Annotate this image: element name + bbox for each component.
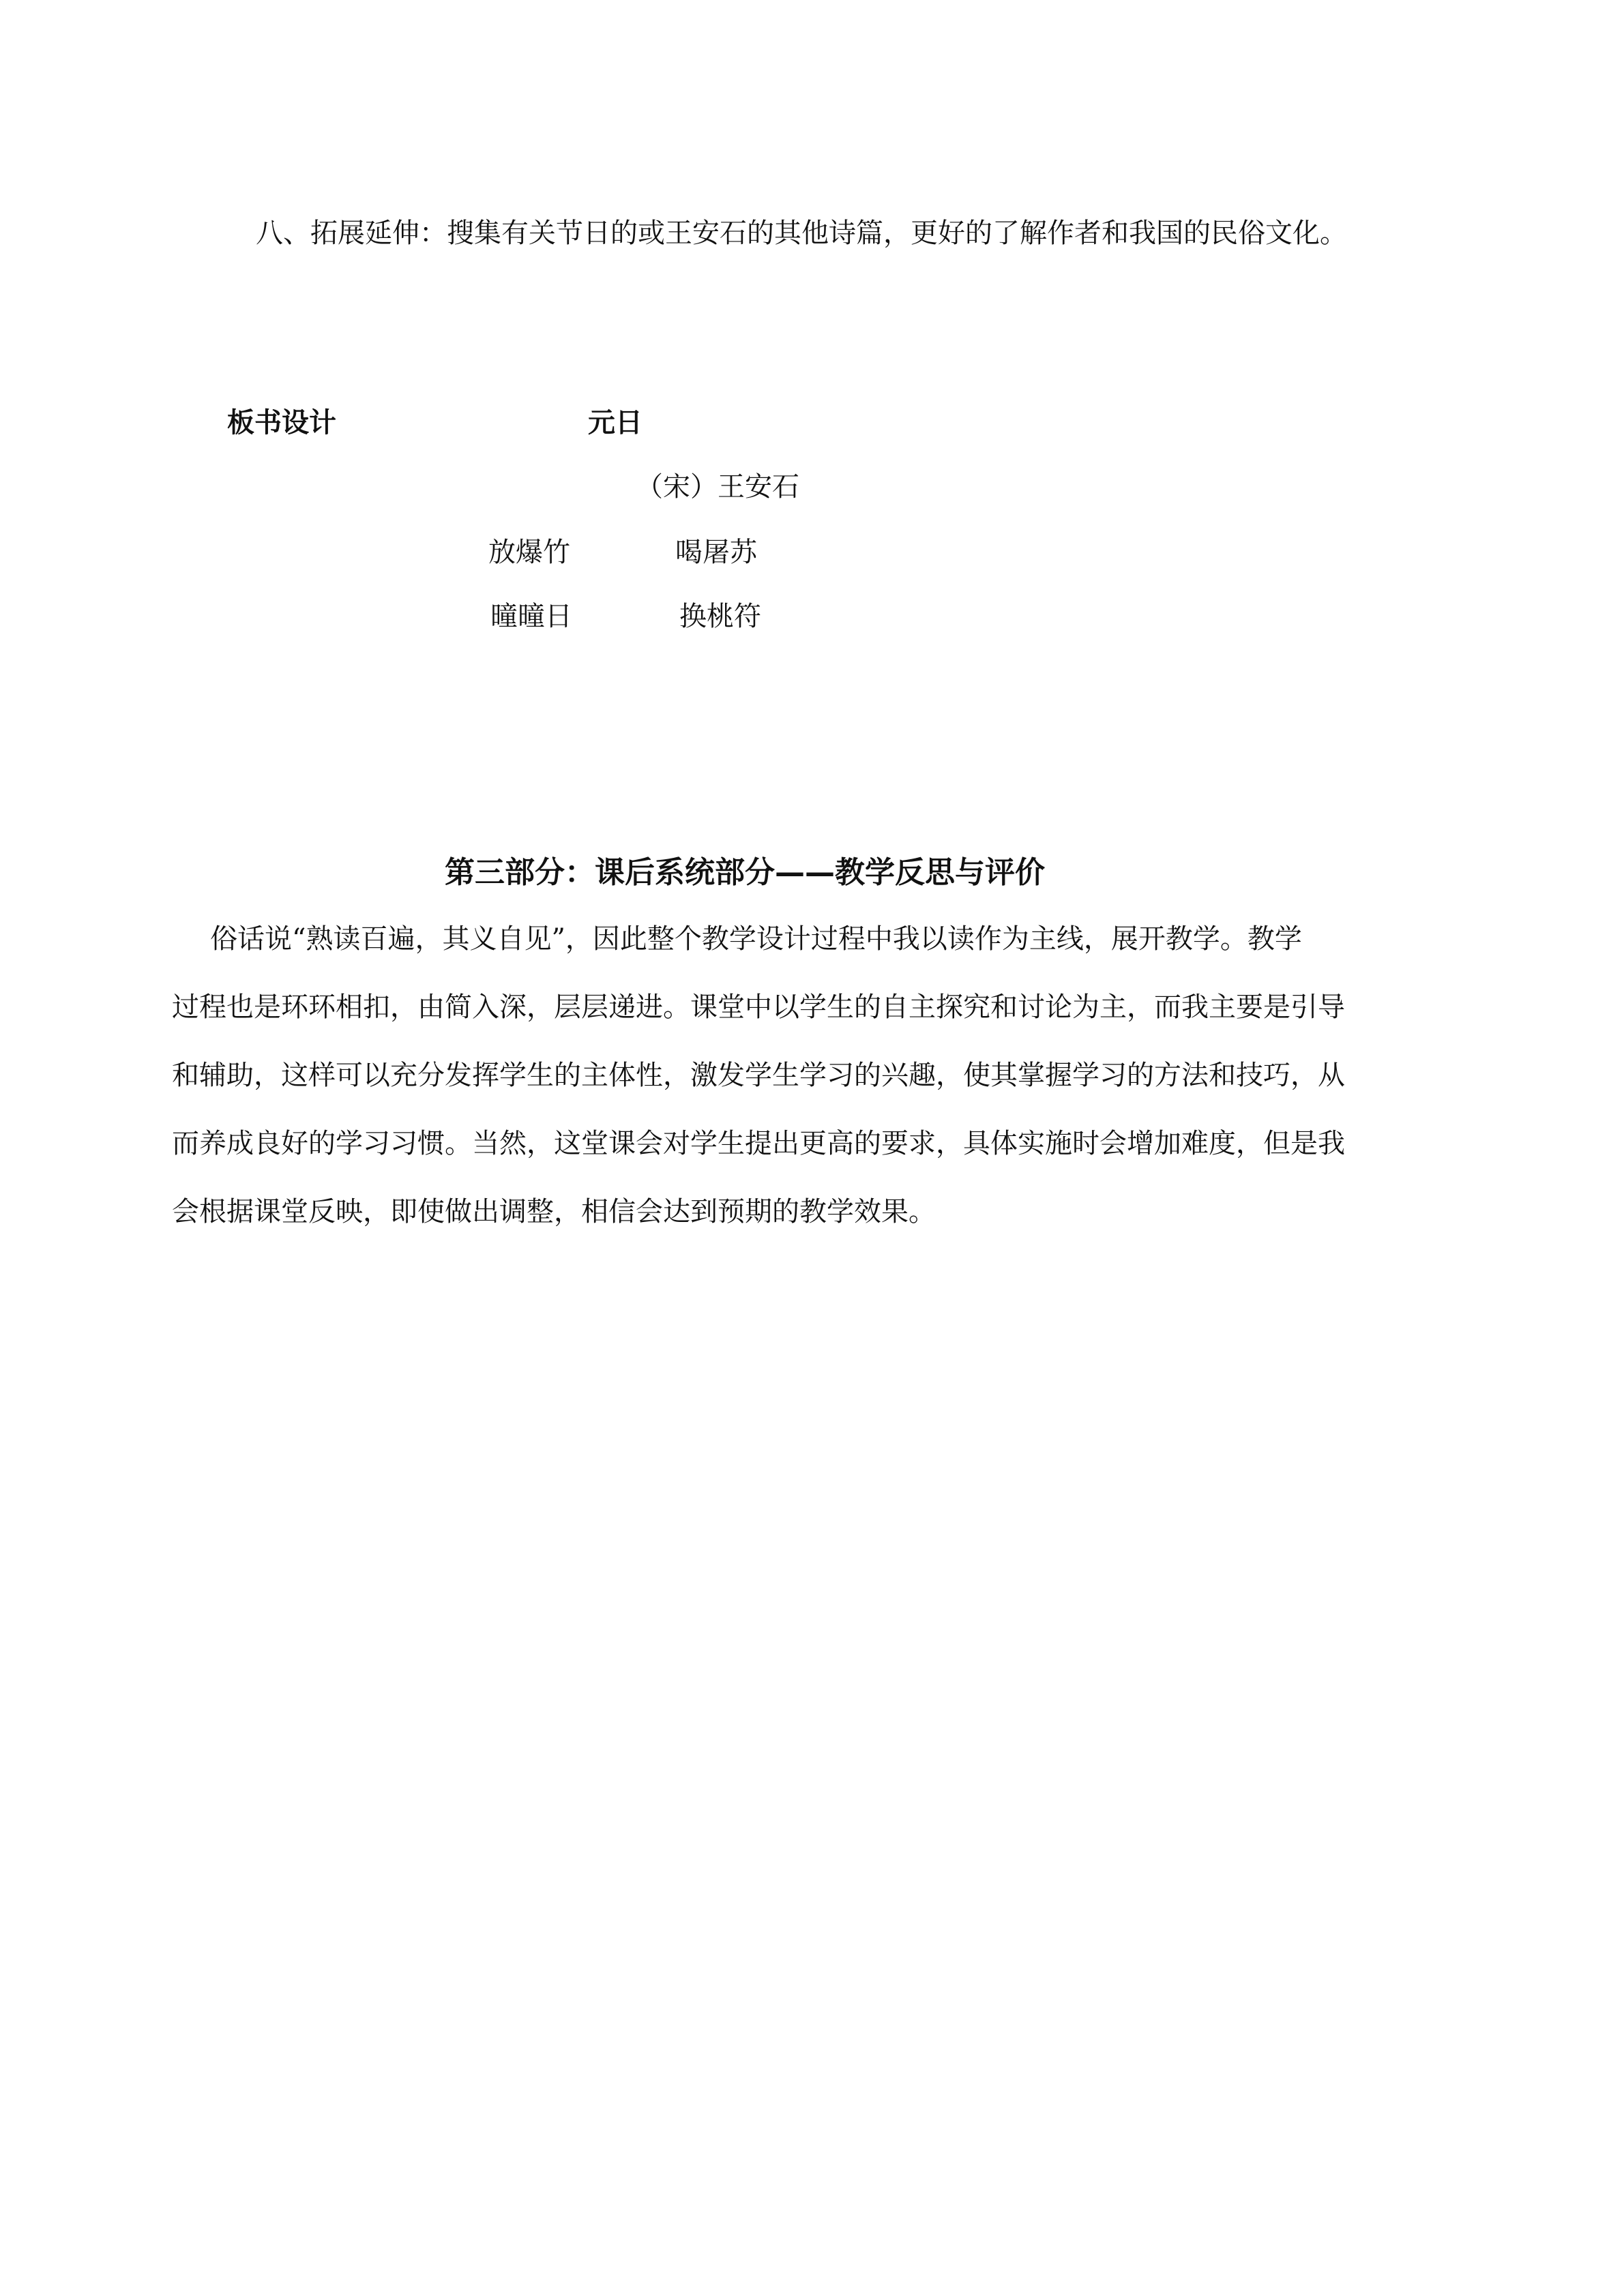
reflection-paragraph bbox=[172, 905, 1420, 1246]
reflection-line: 过程也是环环相扣，由简入深，层层递进。课堂中以学生的自主探究和讨论为主，而我主要是引导 bbox=[172, 992, 1345, 1023]
board-row-2-left: 曈曈日 bbox=[490, 601, 572, 632]
reflection-line: 俗话说“熟读百遍，其义自见”，因此整个教学设计过程中我以读作为主线，展开教学。教学 bbox=[210, 923, 1302, 955]
board-row-2-right: 换桃符 bbox=[679, 601, 761, 632]
part-three-title: 第三部分：课后系统部分——教学反思与评价 bbox=[445, 855, 1045, 890]
board-row-1-right: 喝屠苏 bbox=[675, 537, 757, 568]
poem-author: （宋）王安石 bbox=[636, 471, 799, 503]
board-row-1-left: 放爆竹 bbox=[488, 537, 570, 568]
reflection-line: 和辅助，这样可以充分发挥学生的主体性，激发学生学习的兴趣，使其掌握学习的方法和技巧，从 bbox=[172, 1060, 1345, 1091]
reflection-line: 而养成良好的学习习惯。当然，这堂课会对学生提出更高的要求，具体实施时会增加难度，但是我 bbox=[172, 1128, 1345, 1159]
extension-text: 八、拓展延伸：搜集有关节日的或王安石的其他诗篇，更好的了解作者和我国的民俗文化。 bbox=[256, 218, 1347, 249]
poem-title: 元日 bbox=[588, 407, 643, 438]
board-design-label: 板书设计 bbox=[227, 407, 336, 438]
reflection-line: 会根据课堂反映，即使做出调整，相信会达到预期的教学效果。 bbox=[172, 1196, 936, 1227]
